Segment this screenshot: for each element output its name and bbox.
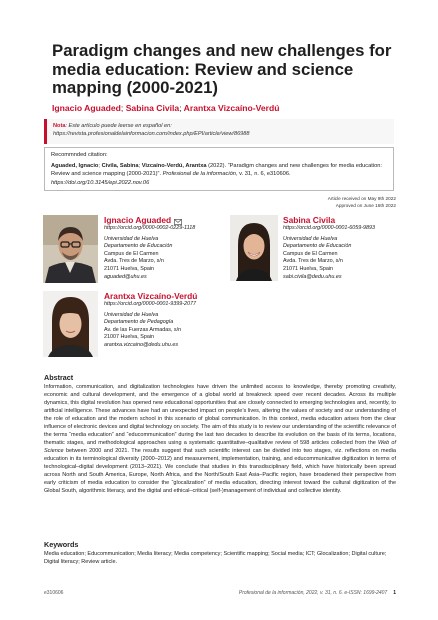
author-separator: ;: [179, 103, 182, 113]
author-card-civila: [283, 215, 398, 281]
author-separator: ;: [120, 103, 124, 113]
author-orcid-link[interactable]: https://orcid.org/0000-0001-6059-9893: [283, 225, 376, 231]
author-email[interactable]: aguaded@uhu.es: [104, 273, 147, 280]
citation-author-2: Civila, Sabina: [101, 163, 139, 170]
author-address-line: 21071 Huelva, Spain: [283, 265, 334, 272]
author-address-line: Campus de El Carmen: [283, 250, 338, 257]
keywords-text: Media education; Educommunication; Media literacy; Media competency; Scientific mapping; Social media; ICT; Glocalization; Digital culture; Digital literacy; Review article.: [44, 551, 387, 565]
note-link[interactable]: https://revista.profesionaldelainformacion.com/index.php/EPI/article/view/86988: [53, 131, 250, 137]
author-email[interactable]: sabi.civila@dedu.uhu.es: [283, 273, 342, 280]
keywords-heading: Keywords: [44, 540, 79, 549]
author-university: Universidad de Huelva: [104, 311, 159, 318]
article-title: Paradigm changes and new challenges for media education: Review and science mapping (2000-2021): [52, 41, 392, 97]
footer-article-id: e310606: [44, 590, 64, 596]
note-text: : Este artículo puede leerse en español en:: [65, 123, 172, 129]
abstract-part-2: between 2000 and 2021. The results suggest that such scientific interest can be divided into two stages, viz. reflections on media education in its terminological diversity (2000–2012) and measurement, implementation, training, and educommunicative digitization in terms of technological–digital development (2013–2021). We conclude that studies in this transdisciplinary field, which have historically been spread across North and South America, Europe, North Africa, and the North/South East Asia–Pacific region, have broadened their perspective from early criticism of media education to consider the “glocalization” of media education, directing interest toward the cultural digitization of the Global South, algorithmic literacy, and the digital and ethical–critical (self-)management of individual and collective identity.: [44, 448, 396, 494]
page-number: 1: [393, 590, 396, 596]
citation-text: Aguaded, Ignacio; Civila, Sabina; Vizcaíno-Verdú, Arantxa (2022). “Paradigm changes and new challenges for media education: Review and science mapping (2000-2021)”. Profesional de la información, v. 31, n. 6, e310606.: [51, 163, 383, 178]
author-orcid-link[interactable]: https://orcid.org/0000-0001-9399-2077: [104, 301, 197, 307]
author-card-vizcaino: [104, 291, 224, 350]
author-name-1[interactable]: Ignacio Aguaded: [52, 103, 121, 113]
author-name-2[interactable]: Sabina Civila: [125, 103, 180, 113]
author-card-aguaded: [104, 215, 224, 281]
mail-icon[interactable]: [174, 217, 182, 223]
citation-year-title: (2022). “Paradigm changes and new challenges for media education: Review and science mapping (2000-2021)”.: [51, 163, 383, 178]
author-department: Departamento de Educación: [283, 243, 352, 250]
received-date: Article received on May 9th 2022: [327, 196, 396, 201]
abstract-wos: Web of Science: [44, 440, 396, 454]
author-photo-civila: [230, 215, 278, 281]
footer-journal: [239, 590, 396, 596]
author-orcid-link[interactable]: https://orcid.org/0000-0002-0229-1118: [104, 225, 196, 231]
author-address-line: Av. de las Fuerzas Armadas, s/n: [104, 326, 182, 333]
citation-author-3: Vizcaíno-Verdú, Arantxa: [141, 163, 207, 170]
author-email[interactable]: arantxa.vizcaino@dedu.uhu.es: [104, 341, 179, 348]
citation-doi-link[interactable]: https://doi.org/10.3145/epi.2022.nov.06: [51, 179, 150, 186]
author-address-line: Campus de El Carmen: [104, 250, 159, 257]
author-address-line: Avda. Tres de Marzo, s/n: [104, 258, 164, 265]
author-card-name: Ignacio Aguaded: [104, 215, 172, 225]
article-dates: [328, 196, 396, 210]
abstract-text: [44, 383, 396, 495]
author-department: Departamento de Pedagogía: [104, 319, 174, 326]
author-name-3[interactable]: Arantxa Vizcaíno-Verdú: [183, 103, 280, 113]
abstract-heading: Abstract: [44, 373, 74, 382]
citation-author-1: Aguaded, Ignacio: [51, 163, 99, 170]
author-address-line: Avda. Tres de Marzo, s/n: [283, 258, 343, 265]
author-line: [52, 103, 280, 113]
abstract-part-1: Information, communication, and digitalization technologies have driven the unlimited access to knowledge, thereby promoting creativity, economic and cultural development, and the emergence of a global world at breakneck speed over recent decades. Across its multiple dynamics, this digital revolution has opened new educational opportunities that are closely connected to emerging technologies and, recently, to artificial intelligence. These advances have had an unexpected impact on people’s lives, altering the values of society and our understanding of the role of education and the modern school in this scenario of global communication. In this context, media education arises from the clear influence of electronic devices and digital technology on society. The aim of this study is to review our understanding of the scientific relevance of the terms “media education” and “educommunication” during the last two decades to describe its evolution on the basis of its terms, locations, thematic stages, and methodological approaches using a systematic quantitative–qualitative review of 598 articles collected from the: [44, 384, 396, 446]
author-card-name: Sabina Civila: [283, 215, 336, 225]
citation-heading: Recommnded citation:: [51, 152, 108, 158]
approved-date: Approved on June 16th 2022: [335, 202, 396, 208]
author-address-line: 21007 Huelva, Spain: [104, 334, 155, 341]
note-label: Nota: [53, 123, 66, 129]
author-photo-vizcaino: [43, 291, 98, 357]
author-university: Universidad de Huelva: [283, 235, 338, 242]
author-card-name: Arantxa Vizcaíno-Verdú: [104, 291, 198, 301]
spanish-version-note: [44, 119, 394, 144]
author-department: Departamento de Educación: [104, 243, 173, 250]
author-university: Universidad de Huelva: [104, 235, 159, 242]
footer-journal-text: Profesional de la información, 2022, v. 31, n. 6. e-ISSN: 1699-2407: [238, 590, 388, 596]
citation-journal: Profesional de la información: [162, 171, 236, 178]
author-address-line: 21071 Huelva, Spain: [104, 265, 155, 272]
citation-volume: , v. 31, n. 6, e310606.: [235, 171, 291, 178]
citation-box: [44, 147, 394, 191]
author-photo-aguaded: [43, 215, 98, 283]
